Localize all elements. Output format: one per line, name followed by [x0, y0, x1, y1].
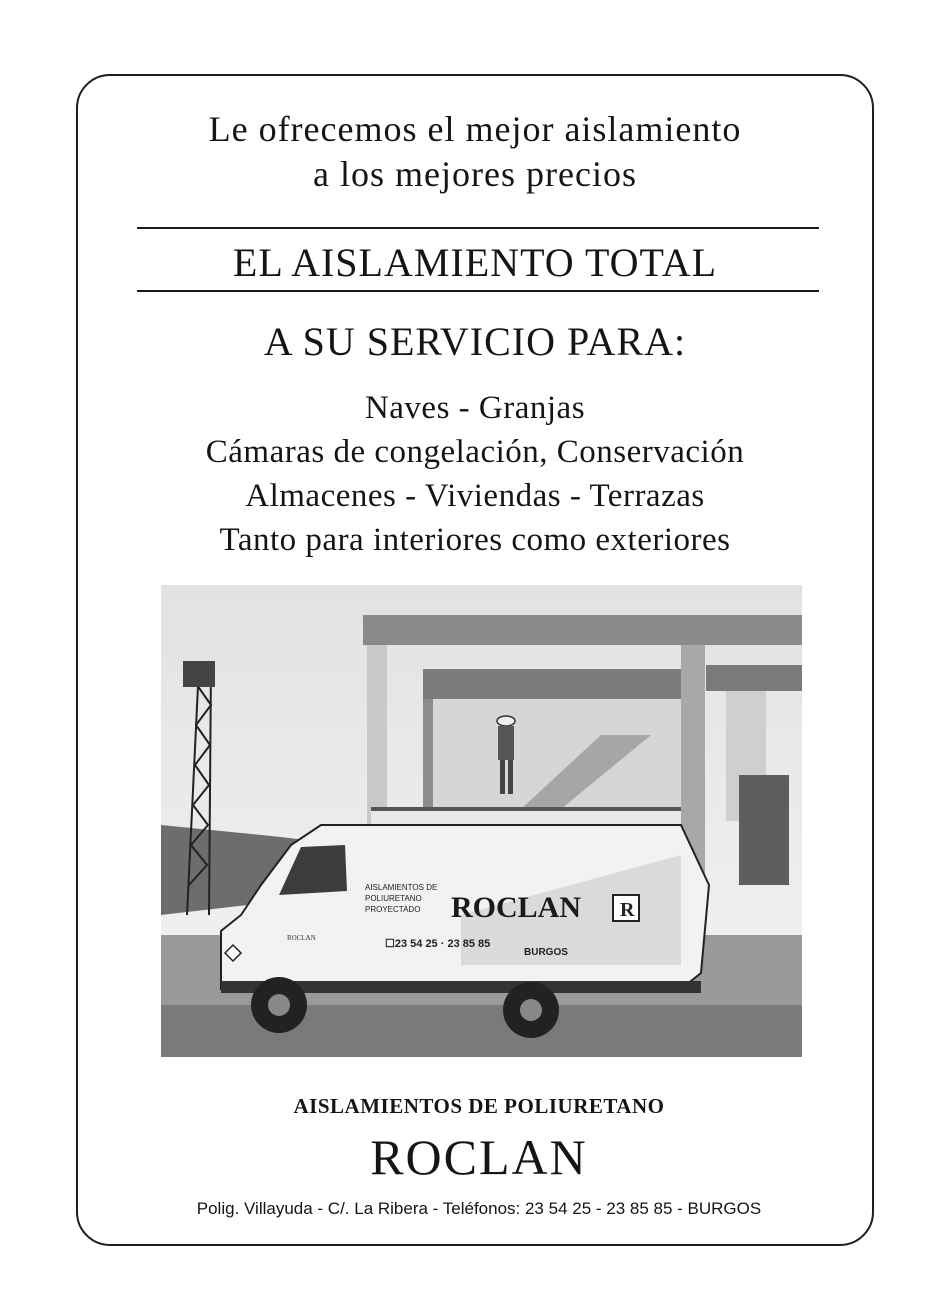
footer-brand: ROCLAN — [370, 1129, 588, 1185]
intro-line-2: a los mejores precios — [313, 154, 637, 194]
bottom-rule — [137, 290, 819, 292]
service-heading: A SU SERVICIO PARA: — [263, 319, 687, 364]
headline: EL AISLAMIENTO TOTAL — [232, 240, 718, 285]
van-brand: ROCLAN — [451, 891, 582, 924]
van-text-3: PROYECTADO — [365, 905, 421, 914]
roclan-logo-icon: R — [620, 899, 635, 921]
van-small-text: ROCLAN — [287, 934, 316, 942]
service-line-4: Tanto para interiores como exteriores — [219, 522, 731, 558]
van-phone: ☐23 54 25 · 23 85 85 — [385, 938, 491, 950]
intro-line-1: Le ofrecemos el mejor aislamiento — [208, 109, 742, 149]
van-text-2: POLIURETANO — [365, 894, 422, 903]
footer-subtitle: AISLAMIENTOS DE POLIURETANO — [293, 1094, 665, 1118]
van-city: BURGOS — [524, 947, 568, 958]
service-line-1: Naves - Granjas — [364, 390, 586, 426]
service-line-2: Cámaras de congelación, Conservación — [205, 434, 745, 470]
footer-address: Polig. Villayuda - C/. La Ribera - Teléfonos: 23 54 25 - 23 85 85 - BURGOS — [196, 1199, 762, 1218]
van-building-photo — [161, 585, 802, 1057]
service-line-3: Almacenes - Viviendas - Terrazas — [245, 478, 705, 514]
top-rule — [137, 227, 819, 229]
van-text-1: AISLAMIENTOS DE — [365, 883, 438, 892]
